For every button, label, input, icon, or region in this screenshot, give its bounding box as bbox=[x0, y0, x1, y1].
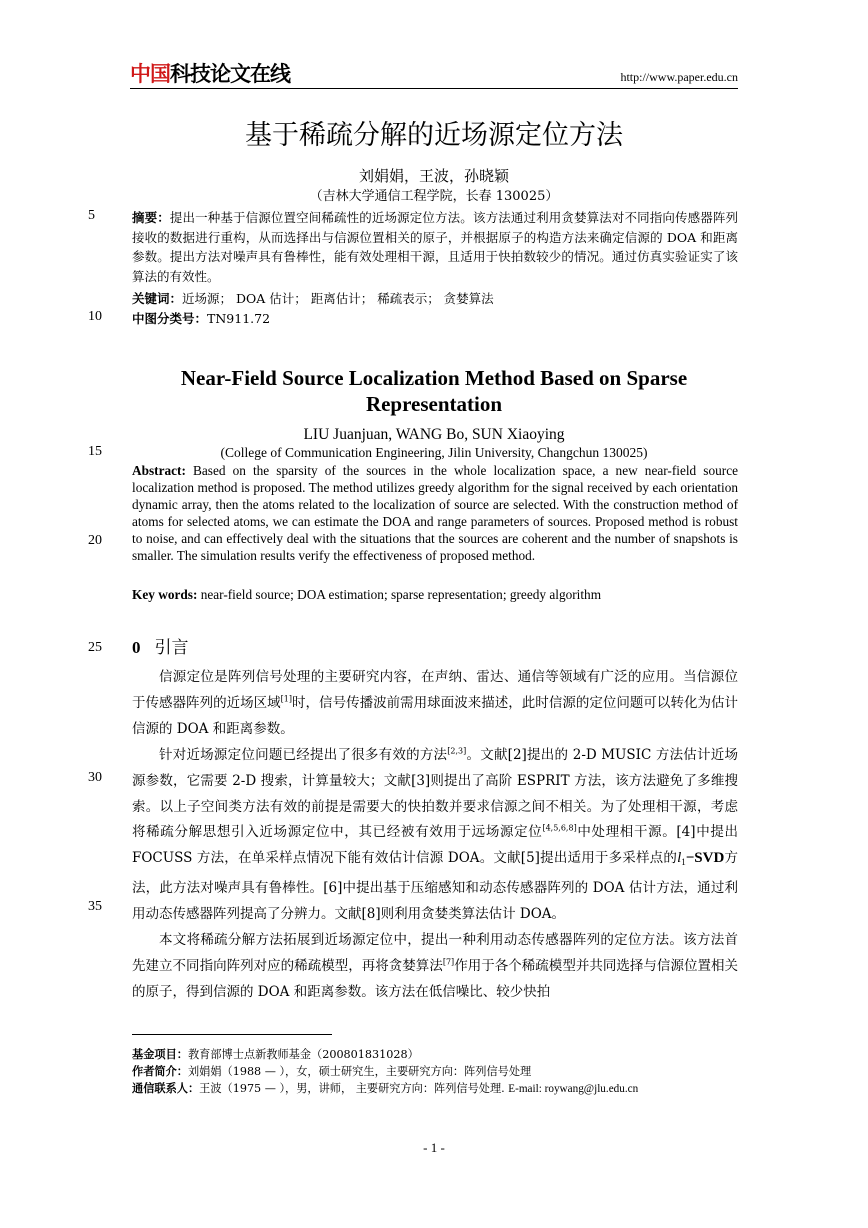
section-heading bbox=[132, 636, 189, 660]
abstract-label-en: Abstract: bbox=[132, 463, 186, 478]
line-number: 20 bbox=[88, 533, 102, 548]
citation: [7] bbox=[442, 957, 455, 967]
contact-email[interactable]: E-mail: roywang@jlu.edu.cn bbox=[508, 1083, 639, 1095]
keywords-text: 近场源； DOA 估计； 距离估计； 稀疏表示； 贪婪算法 bbox=[182, 291, 494, 306]
line-number: 10 bbox=[88, 309, 102, 324]
keywords-english bbox=[132, 586, 738, 603]
footnote-author: 作者简介：刘娟娟（1988 — ），女，硕士研究生，主要研究方向：阵列信号处理 bbox=[132, 1065, 532, 1078]
affiliation-english: (College of Communication Engineering, Jilin University, Changchun 130025) bbox=[220, 445, 648, 460]
keywords-text-en: near-field source; DOA estimation; sparse representation; greedy algorithm bbox=[197, 587, 602, 602]
section-number: 0 bbox=[132, 638, 141, 657]
section-title: 引言 bbox=[154, 638, 189, 658]
keywords-chinese bbox=[132, 289, 738, 308]
keywords-label-en: Key words: bbox=[132, 587, 198, 602]
line-number: 30 bbox=[88, 770, 102, 785]
classification-label: 中图分类号： bbox=[132, 311, 208, 326]
paragraph: 针对近场源定位问题已经提出了很多有效的方法[2,3]。文献[2]提出的 2-D MUSIC 方法估计近场源参数，它需要 2-D 搜索，计算量较大；文献[3]则提出了高阶 ESPRIT 方法，该方法避免了多维搜索。以上子空间类方法有效的前提是需要大的快拍数并要求信源之间不相关。为了处理相干源，考虑将稀疏分解思想引入近场源定位中，其已经被有效用于远场源定位[4,5,6,8]中处理相干源。[4]中提出 FOCUSS 方法，在单采样点情况下能有效估计信源 DOA。文献[5]提出适用于多采样点的$l_1-SVD$方法，此方法对噪声具有鲁棒性。[6]中提出基于压缩感知和动态传感器阵列的 DOA 估计方法，通过利用动态传感器阵列提高了分辨力。文献[8]则利用贪婪类算法估计 DOA。 bbox=[132, 746, 739, 923]
line-number: 15 bbox=[88, 444, 102, 459]
affiliation-chinese: （吉林大学通信工程学院，长春 130025） bbox=[309, 189, 559, 204]
classification-text: TN911.72 bbox=[207, 311, 271, 326]
line-number: 5 bbox=[88, 208, 95, 223]
abstract-text: 提出一种基于信源位置空间稀疏性的近场源定位方法。该方法通过利用贪婪算法对不同指向传感器阵列接收的数据进行重构，从而选择出与信源位置相关的原子，并根据原子的构造方法来确定信源的 DOA 和距离参数。提出方法对噪声具有鲁棒性，能有效处理相干源，且适用于快拍数较少的情况。通过仿真实验证实了该算法的有效性。 bbox=[132, 210, 738, 284]
citation: [1] bbox=[280, 694, 293, 704]
abstract-text-en: Based on the sparsity of the sources in the whole localization space, a new near-field source localization method is proposed. The method utilizes greedy algorithm for the signal received by each orientation dynamic array, then the atoms related to the localization of source are selected. With the construction method of atoms for selected atoms, we can estimate the DOA and range parameters of sources. Proposed method is robust to noise, and can effectively deal with the situations that the sources are coherent and the number of snapshots is smaller. The simulation results verify the effectiveness of proposed method. bbox=[132, 463, 738, 563]
abstract-english bbox=[132, 462, 738, 564]
header-url[interactable]: http://www.paper.edu.cn bbox=[620, 70, 738, 84]
journal-logo: 中国科技论文在线 bbox=[130, 62, 290, 86]
citation: [4,5,6,8] bbox=[542, 823, 577, 833]
formula-l1-svd: $l_1-SVD$ bbox=[677, 850, 725, 868]
footnotes bbox=[132, 1046, 738, 1098]
title-english: Near-Field Source Localization Method Based on Sparse Representation bbox=[180, 366, 688, 416]
line-number: 25 bbox=[88, 640, 102, 655]
title-chinese: 基于稀疏分解的近场源定位方法 bbox=[245, 120, 623, 151]
keywords-label: 关键词： bbox=[132, 291, 183, 306]
paragraph: 信源定位是阵列信号处理的主要研究内容，在声纳、雷达、通信等领域有广泛的应用。当信源位于传感器阵列的近场区域[1]时，信号传播波前需用球面波来描述，此时信源的定位问题可以转化为估计信源的 DOA 和距离参数。 bbox=[132, 669, 739, 737]
abstract-label: 摘要： bbox=[132, 210, 170, 225]
classification-chinese bbox=[132, 309, 738, 328]
footnote-contact: 通信联系人：王波（1975 — ），男，讲师， 主要研究方向：阵列信号处理. E-mail: roywang@jlu.edu.cn bbox=[132, 1082, 639, 1095]
authors-chinese: 刘娟娟，王波，孙晓颖 bbox=[358, 167, 509, 185]
citation: [2,3] bbox=[447, 746, 467, 756]
footnote-divider bbox=[132, 1034, 332, 1035]
footnote-fund: 基金项目：教育部博士点新教师基金（200801831028） bbox=[132, 1048, 419, 1061]
body-text bbox=[132, 665, 738, 1006]
abstract-chinese bbox=[132, 208, 738, 286]
page-number: - 1 - bbox=[423, 1140, 445, 1155]
paragraph: 本文将稀疏分解方法拓展到近场源定位中，提出一种利用动态传感器阵列的定位方法。该方法首先建立不同指向阵列对应的稀疏模型，再将贪婪算法[7]作用于各个稀疏模型并共同选择与信源位置相关的原子，得到信源的 DOA 和距离参数。该方法在低信噪比、较少快拍 bbox=[132, 932, 739, 1000]
line-number: 35 bbox=[88, 899, 102, 914]
page-header bbox=[130, 62, 738, 89]
authors-english: LIU Juanjuan, WANG Bo, SUN Xiaoying bbox=[303, 426, 565, 443]
